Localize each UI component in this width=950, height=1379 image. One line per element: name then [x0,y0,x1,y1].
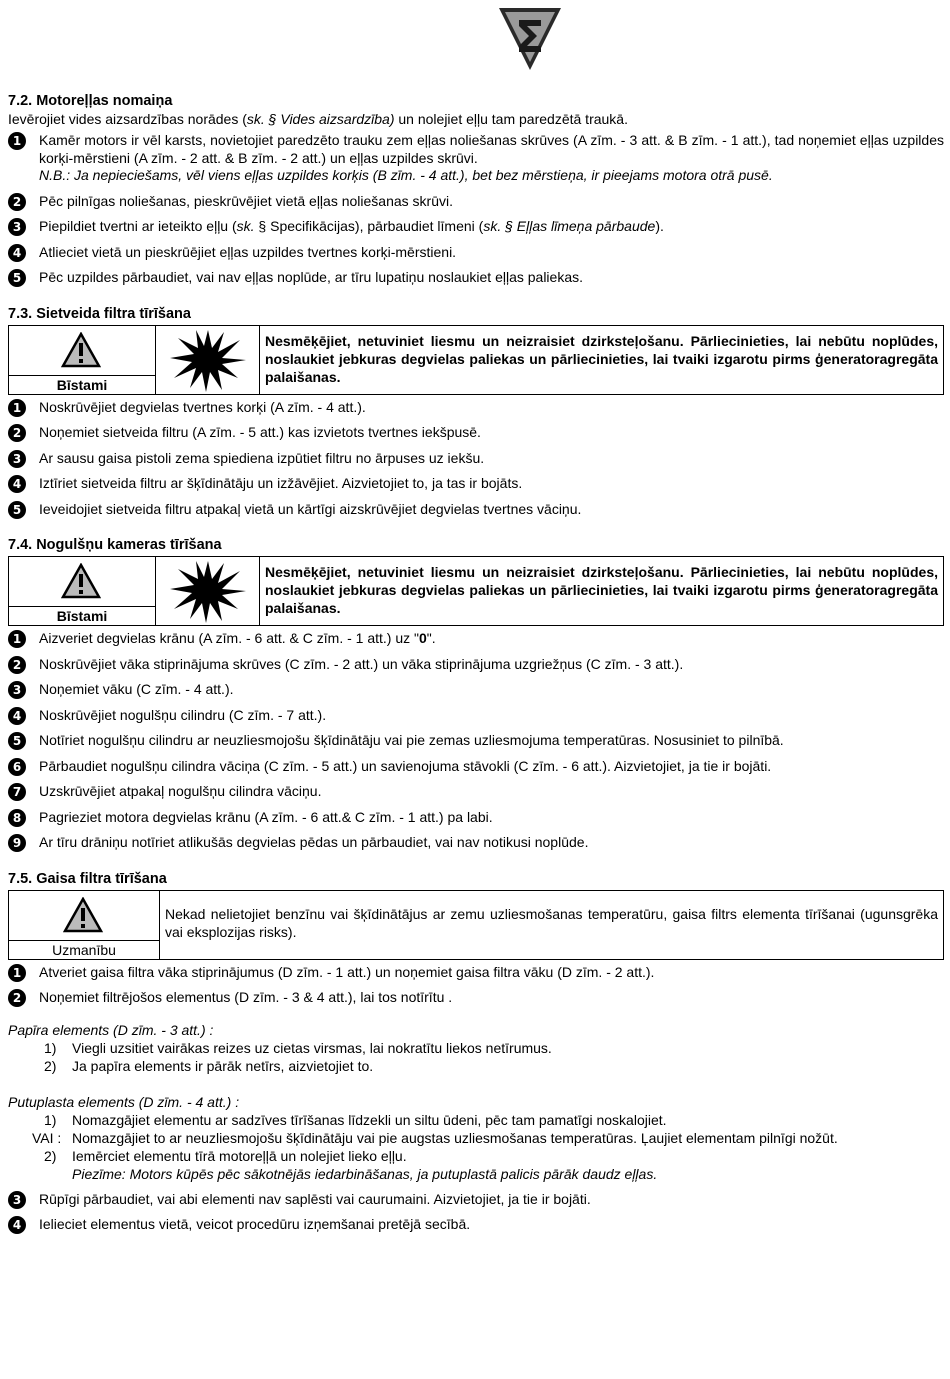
caution-box [8,890,944,960]
step: 2 Noņemiet sietveida filtru (A zīm. - 5 att.) kas izvietots tvertnes iekšpusē. [8,424,944,442]
danger-warning-box [8,556,944,626]
step: 3 Rūpīgi pārbaudiet, vai abi elementi nav saplēsti vai caurumaini. Aizvietojiet, ja tie ir bojāti. [8,1191,944,1209]
step: 1 Noskrūvējiet degvielas tvertnes korķi (A zīm. - 4 att.). [8,399,944,417]
warning-triangle-icon [63,897,103,933]
step: 4 Noskrūvējiet nogulšņu cilindru (C zīm. - 7 att.). [8,707,944,725]
section-heading-7-2: 7.2. Motoreļļas nomaiņa [8,93,173,109]
step: 1 Kamēr motors ir vēl karsts, novietojiet paredzēto trauku zem eļļas noliešanas skrūves (A zīm. - 3 att. & B zīm. - 1 att.), tad noņemiet eļļas uzpildes korķi-mērstieni (A zīm. - 2 att. & B zīm. - 2 att.) un eļļas uzpildes skrūvi. N.B.: Ja nepieciešams, vēl viens eļļas uzpildes korķis (B zīm. - 4 att.), bet bez mērstieņa, ir pieejams motora otrā pusē. [8,132,944,185]
danger-text: Nesmēķējiet, netuviniet liesmu un neizraisiet dzirksteļošanu. Pārliecinieties, lai nebūtu noplūdes, noslaukiet jebkuras degvielas paliekas un pārliecinieties, lai tvaiki izgarotu pirms ģeneratoragregāta palaišanas. [265,564,938,616]
foam-note: Piezīme: Motors kūpēs pēc sākotnējās iedarbināšanas, ja putuplastā palicis pārāk daudz eļļas. [72,1165,658,1182]
step: 5 Pēc uzpildes pārbaudiet, vai nav eļļas noplūde, ar tīru lupatiņu noslaukiet eļļas paliekas. [8,269,944,287]
danger-label: Bīstami [9,375,155,394]
list-item: 2) Iemērciet elementu tīrā motoreļļā un nolejiet lieko eļļu. [44,1147,407,1164]
step: 6 Pārbaudiet nogulšņu cilindra vāciņa (C zīm. - 5 att.) un savienojuma stāvokli (C zīm. - 6 att.). Aizvietojiet, ja tie ir bojāti. [8,758,944,776]
step: 9 Ar tīru drāniņu notīriet atlikušās degvielas pēdas un pārbaudiet, vai nav notikusi noplūde. [8,834,944,852]
brand-logo [497,6,563,72]
caution-text: Nekad nelietojiet benzīnu vai šķīdinātājus ar zemu uzliesmošanas temperatūru, gaisa filtrs elementa tīrīšanai (ugunsgrēka vai eksplozijas risks). [165,905,938,940]
danger-text: Nesmēķējiet, netuviniet liesmu un neizraisiet dzirksteļošanu. Pārliecinieties, lai nebūtu noplūdes, noslaukiet jebkuras degvielas paliekas un pārliecinieties, lai tvaiki izgarotu pirms ģeneratoragregāta palaišanas. [265,332,938,385]
paper-element-title: Papīra elements (D zīm. - 3 att.) : [8,1021,214,1038]
section-heading-7-3: 7.3. Sietveida filtra tīrīšana [8,305,191,322]
warning-triangle-icon [61,563,101,599]
document-content [8,92,944,1234]
step: 8 Pagrieziet motora degvielas krānu (A zīm. - 6 att.& C zīm. - 1 att.) pa labi. [8,809,944,827]
step: 4 Iztīriet sietveida filtru ar šķīdinātāju un izžāvējiet. Aizvietojiet to, ja tas ir bojāts. [8,475,944,493]
step: 4 Ielieciet elementus vietā, veicot procedūru izņemšanai pretējā secībā. [8,1216,944,1234]
step: 5 Notīriet nogulšņu cilindru ar neuzliesmojošu šķīdinātāju vai pie zemas uzliesmojuma temperatūras. Nosusiniet to pilnībā. [8,732,944,750]
step: 5 Ieveidojiet sietveida filtru atpakaļ vietā un kārtīgi aizskrūvējiet degvielas tvertnes vāciņu. [8,501,944,519]
section-heading-7-5: 7.5. Gaisa filtra tīrīšana [8,870,167,887]
step: 4 Atlieciet vietā un pieskrūējiet eļļas uzpildes tvertnes korķi-mērstieni. [8,244,944,262]
step: 7 Uzskrūvējiet atpakaļ nogulšņu cilindra vāciņu. [8,783,944,801]
section-heading-7-4: 7.4. Nogulšņu kameras tīrīšana [8,537,222,553]
step: 2 Noņemiet filtrējošos elementus (D zīm. - 3 & 4 att.), lai tos notīrītu . [8,989,944,1007]
caution-label: Uzmanību [9,940,159,959]
step: 1 Aizveriet degvielas krānu (A zīm. - 6 att. & C zīm. - 1 att.) uz "0". [8,630,944,648]
step: 3 Noņemiet vāku (C zīm. - 4 att.). [8,681,944,699]
step: 3 Piepildiet tvertni ar ieteikto eļļu (sk. § Specifikācijas), pārbaudiet līmeni (sk. § Eļļas līmeņa pārbaude). [8,218,944,236]
step: 1 Atveriet gaisa filtra vāka stiprinājumus (D zīm. - 1 att.) un noņemiet gaisa filtra vāku (D zīm. - 2 att.). [8,964,944,982]
paper-element-list [8,1039,944,1075]
step: 3 Ar sausu gaisa pistoli zema spiediena izpūtiet filtru no ārpuses uz iekšu. [8,450,944,468]
list-item: 1) Viegli uzsitiet vairākas reizes uz cietas virsmas, lai nokratītu liekos netīrumus. [44,1039,552,1056]
danger-warning-box [8,325,944,395]
section-intro: Ievērojiet vides aizsardzības norādes (sk. § Vides aizsardzība) un nolejiet eļļu tam paredzētā traukā. [8,111,628,127]
foam-element-title: Putuplasta elements (D zīm. - 4 att.) : [8,1093,240,1110]
explosion-icon [156,557,259,625]
list-item: 1) Nomazgājiet elementu ar sadzīves tīrīšanas līdzekli un siltu ūdeni, pēc tam pamatīgi noskalojiet. [44,1111,667,1128]
list-item: VAI : Nomazgājiet to ar neuzliesmojošu šķīdinātāju vai pie augstas uzliesmošanas temperatūras. Ļaujiet elementam pilnīgi nožūt. [32,1129,838,1146]
danger-label: Bīstami [9,606,155,625]
step: 2 Pēc pilnīgas noliešanas, pieskrūvējiet vietā eļļas noliešanas skrūvi. [8,193,944,211]
foam-element-list [8,1111,944,1183]
warning-triangle-icon [61,332,101,368]
explosion-icon [156,326,259,394]
list-item: 2) Ja papīra elements ir pārāk netīrs, aizvietojiet to. [44,1057,374,1074]
step: 2 Noskrūvējiet vāka stiprinājuma skrūves (C zīm. - 2 att.) un vāka stiprinājuma uzgriežņus (C zīm. - 3 att.). [8,656,944,674]
